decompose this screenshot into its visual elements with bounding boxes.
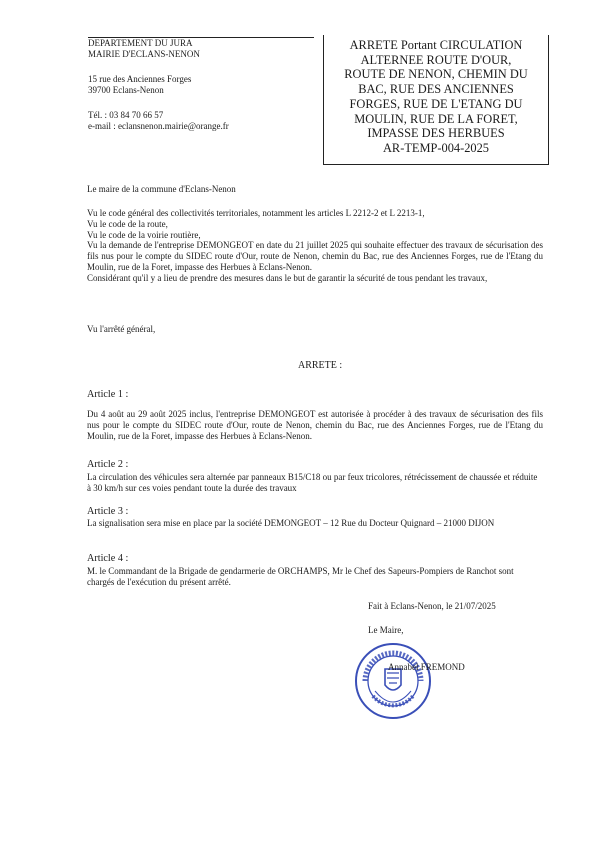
department-name: DEPARTEMENT DU JURA — [88, 38, 193, 48]
considerant: Considérant qu'il y a lieu de prendre des mesures dans le but de garantir la sécurité de tous pendant les travaux, — [87, 272, 488, 283]
article-2-title: Article 2 : — [87, 459, 129, 470]
title-line: ALTERNEE ROUTE D'OUR, — [360, 52, 512, 67]
article-1-title: Article 1 : — [87, 389, 129, 400]
article-3-text: La signalisation sera mise en place par la société DEMONGEOT – 12 Rue du Docteur Quignard – 21000 DIJON — [87, 518, 495, 528]
intro-line: Le maire de la commune d'Eclans-Nenon — [87, 184, 236, 194]
article-4-text: M. le Commandant de la Brigade de gendarmerie de ORCHAMPS, Mr le Chef des Sapeurs-Pompiers de Ranchot sont chargés de l'exécution du présent arrêté. — [87, 566, 514, 587]
arrete-reference: AR-TEMP-004-2025 — [382, 140, 489, 155]
arrete-title-box — [323, 35, 549, 165]
article-3-title: Article 3 : — [87, 506, 129, 517]
title-line: MOULIN, RUE DE LA FORET, — [354, 111, 518, 126]
fait-a-date: Fait à Eclans-Nenon, le 21/07/2025 — [368, 601, 496, 611]
article-4-title: Article 4 : — [87, 553, 129, 564]
title-line: FORGES, RUE DE L'ETANG DU — [349, 96, 523, 111]
visa-line: Vu le code général des collectivités territoriales, notamment les articles L 2212-2 et L 2213-1, — [87, 208, 425, 218]
mairie-seal-stamp — [353, 641, 433, 721]
title-line: IMPASSE DES HERBUES — [367, 126, 505, 141]
arrete-heading: ARRETE : — [298, 360, 343, 371]
article-2-text: La circulation des véhicules sera alternée par panneaux B15/C18 ou par feux tricolores, rétrécissement de chaussée et réduite à 30 km/h sur ces voies pendant toute la durée des travaux — [87, 472, 538, 493]
mairie-header — [88, 37, 314, 132]
visa-demande: Vu la demande de l'entreprise DEMONGEOT en date du 21 juillet 2025 qui souhaite effectuer des travaux de sécurisation des fils nus pour le compte du SIDEC route d'Our, route de Nenon, chemin du Bac, rue des Anciennes Forges, rue de l'Etang du Moulin, rue de la Foret, impasse des Herbues à Eclans-Nenon. — [87, 240, 543, 272]
title-line: ROUTE DE NENON, CHEMIN DU — [344, 67, 528, 82]
vu-arrete-general: Vu l'arrêté général, — [87, 324, 156, 334]
visas-block — [87, 208, 543, 284]
title-line: ARRETE Portant CIRCULATION — [349, 38, 523, 52]
visa-line: Vu le code de la voirie routière, — [87, 229, 201, 240]
mayor-role: Le Maire, — [368, 625, 404, 635]
article-1-text: Du 4 août au 29 août 2025 inclus, l'entreprise DEMONGEOT est autorisée à procéder à des travaux de sécurisation des fils nus pour le compte du SIDEC route d'Our, route de Nenon, chemin du Bac, rue des Anciennes Forges, rue de l'Etang du Moulin, rue de la Foret, impasse des Herbues à Eclans-Nenon. — [87, 409, 543, 441]
phone-number: Tél. : 03 84 70 66 57 — [88, 110, 164, 120]
address-line-2: 39700 Eclans-Nenon — [88, 85, 164, 95]
mayor-name: Annabel FREMOND — [388, 662, 465, 672]
email-address: e-mail : eclansnenon.mairie@orange.fr — [88, 121, 229, 131]
mairie-name: MAIRIE D'ECLANS-NENON — [88, 49, 200, 59]
address-line-1: 15 rue des Anciennes Forges — [88, 74, 192, 84]
title-line: BAC, RUE DES ANCIENNES — [358, 82, 514, 97]
visa-line: Vu le code de la route, — [87, 218, 168, 229]
